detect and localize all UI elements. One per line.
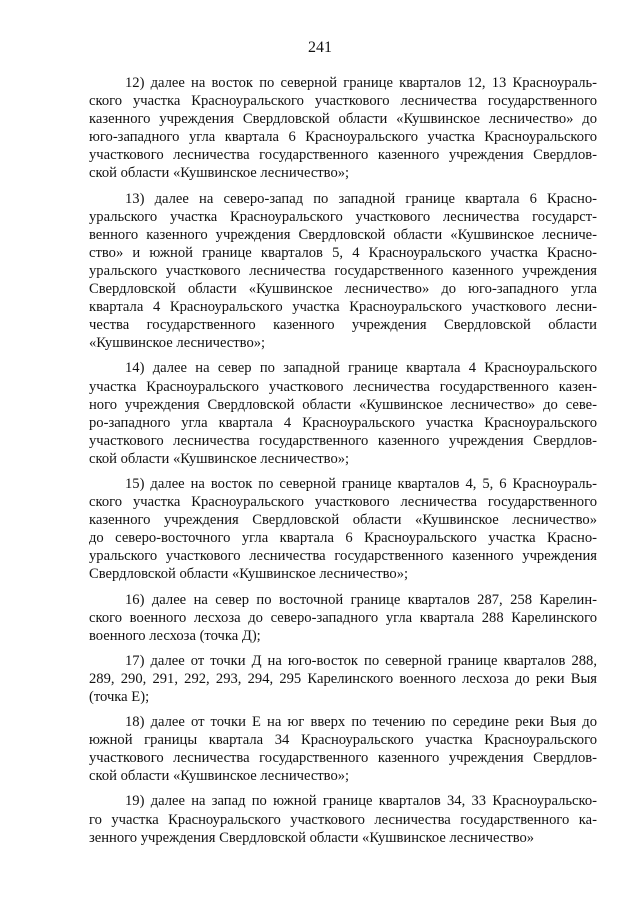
text-line: Свердловской области «Кушвинское лесничество»; — [89, 566, 409, 583]
text-line: южной границы квартала 34 Красноуральского участка Красноуральского — [89, 732, 597, 749]
text-line: юго-западного угла квартала 6 Красноуральского участка Красноуральского — [89, 129, 597, 146]
text-line: уральского участка Красноуральского участкового лесничества государст- — [89, 208, 597, 225]
text-line: ского военного лесхоза до северо-западного угла квартала 288 Карелинского — [89, 609, 597, 626]
text-line: 18) далее от точки Е на юг вверх по течению по середине реки Выя до — [125, 714, 597, 731]
text-line: чества государственного казенного учреждения Свердловской области — [89, 317, 597, 334]
text-line: участкового лесничества государственного казенного учреждения Свердлов- — [89, 432, 597, 449]
text-line: квартала 4 Красноуральского участка Красноуральского участкового лесни- — [89, 299, 597, 316]
text-line: 15) далее на восток по северной границе кварталов 4, 5, 6 Красноураль- — [125, 475, 597, 492]
text-line: 14) далее на север по западной границе квартала 4 Красноуральского — [125, 360, 597, 377]
document-body — [89, 74, 597, 854]
text-line: участка Красноуральского участкового лесничества государственного казен- — [89, 378, 597, 395]
text-line: участкового лесничества государственного казенного учреждения Свердлов- — [89, 750, 597, 767]
text-line: 289, 290, 291, 292, 293, 294, 295 Карелинского военного лесхоза до реки Выя — [89, 670, 597, 687]
text-line: (точка Е); — [89, 689, 150, 705]
text-line: го участка Красноуральского участкового лесничества государственного ка- — [89, 811, 597, 828]
text-line: уральского участкового лесничества государственного казенного учреждения — [89, 262, 597, 279]
paragraph-4 — [89, 475, 597, 584]
paragraph-5 — [89, 591, 597, 645]
text-line: 13) далее на северо-запад по западной границе квартала 6 Красно- — [125, 190, 597, 207]
text-line: уральского участкового лесничества государственного казенного учреждения — [89, 548, 597, 565]
text-line: Свердловской области «Кушвинское лесничество» до юго-западного угла — [89, 281, 597, 298]
paragraph-8 — [89, 792, 597, 846]
text-line: ской области «Кушвинское лесничество»; — [89, 768, 350, 785]
text-line: ской области «Кушвинское лесничество»; — [89, 450, 350, 467]
text-line: ского участка Красноуральского участкового лесничества государственного — [89, 93, 597, 110]
text-line: ской области «Кушвинское лесничество»; — [89, 165, 350, 182]
text-line: до северо-восточного угла квартала 6 Красноуральского участка Красно- — [89, 530, 597, 547]
text-line: военного лесхоза (точка Д); — [89, 627, 261, 644]
paragraph-7 — [89, 713, 597, 785]
text-line: 17) далее от точки Д на юго-восток по северной границе кварталов 288, — [125, 652, 597, 669]
text-line: «Кушвинское лесничество»; — [89, 335, 266, 352]
text-line: ство» и южной границе кварталов 5, 4 Красноуральского участка Красно- — [89, 244, 597, 261]
text-line: 12) далее на восток по северной границе кварталов 12, 13 Красноураль- — [125, 75, 597, 91]
paragraph-6 — [89, 652, 597, 706]
paragraph-1 — [89, 74, 597, 183]
text-line: участкового лесничества государственного казенного учреждения Свердлов- — [89, 147, 597, 164]
text-line: казенного учреждения Свердловской области «Кушвинское лесничество» до — [89, 111, 597, 128]
text-line: венного казенного учреждения Свердловской области «Кушвинское лесниче- — [89, 226, 597, 243]
text-line: казенного учреждения Свердловской области «Кушвинское лесничество» — [89, 512, 597, 529]
text-line: 19) далее на запад по южной границе кварталов 34, 33 Красноуральско- — [125, 793, 597, 810]
paragraph-3 — [89, 359, 597, 468]
text-line: ро-западного угла квартала 4 Красноуральского участка Красноуральского — [89, 414, 597, 431]
paragraph-2 — [89, 190, 597, 353]
text-line: зенного учреждения Свердловской области «Кушвинское лесничество» — [89, 829, 535, 846]
text-line: 16) далее на север по восточной границе кварталов 287, 258 Карелин- — [125, 591, 597, 608]
page-number: 241 — [308, 39, 332, 56]
text-line: ного учреждения Свердловской области «Кушвинское лесничество» до севе- — [89, 396, 597, 413]
text-line: ского участка Красноуральского участкового лесничества государственного — [89, 494, 597, 511]
